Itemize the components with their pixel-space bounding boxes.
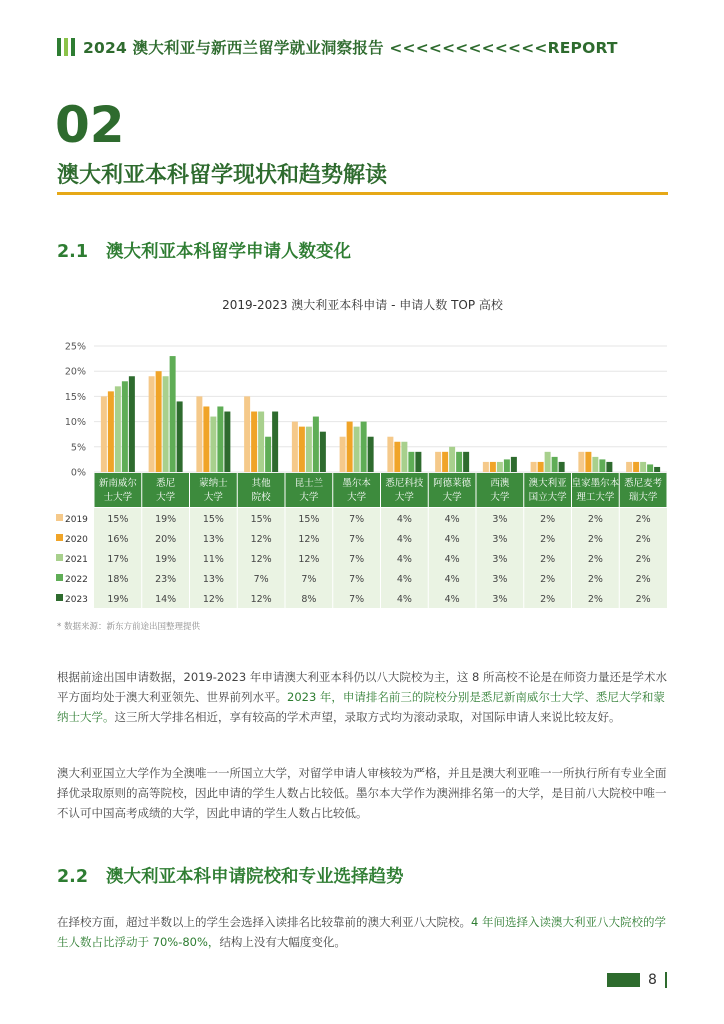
bar [203,406,209,472]
table-cell: 2% [587,514,603,525]
chart-title: 2019-2023 澳大利亚本科申请 - 申请人数 TOP 高校 [222,298,503,312]
table-cell: 4% [444,534,460,545]
legend-label: 2020 [65,535,88,545]
legend-label: 2021 [65,555,88,565]
bar [640,462,646,472]
category-label: 悉尼麦考 [624,478,663,489]
category-label: 大学 [490,492,510,503]
table-cell: 2% [635,554,651,565]
table-cell: 7% [301,574,317,585]
report-title: 2024 澳大利亚与新西兰留学就业洞察报告 <<<<<<<<<<<<REPORT [83,39,618,57]
table-cell: 16% [107,534,129,545]
bar [490,462,496,472]
subsection-heading-2-1 [57,238,351,263]
y-tick-label: 10% [64,417,86,429]
table-cell: 12% [250,594,272,605]
subsection-title: 澳大利亚本科留学申请人数变化 [106,242,352,262]
table-cell: 15% [298,514,320,525]
table-cell: 7% [253,574,269,585]
table-cell: 2% [635,514,651,525]
table-cell: 4% [396,594,412,605]
data-source-note: * 数据来源：新东方前途出国整理提供 [57,622,200,632]
legend-swatch [56,514,63,521]
bar [408,452,414,472]
table-cell: 14% [155,594,177,605]
table-cell: 2% [540,574,556,585]
subsection-number: 2.1 [57,242,89,262]
legend-swatch [56,554,63,561]
table-cell: 4% [444,554,460,565]
category-label: 大学 [442,492,462,503]
table-cell: 3% [492,574,508,585]
category-label: 大学 [347,492,367,503]
bar [320,432,326,472]
bar [559,462,565,472]
section-divider [57,192,668,195]
bar [585,452,591,472]
bar [272,412,278,472]
category-label: 墨尔本 [342,478,371,489]
paragraph-2: 澳大利亚国立大学作为全澳唯一一所国立大学，对留学申请人审核较为严格，并且是澳大利亚唯一一所执行所有专业全面择优录取原则的高等院校，因此申请的学生人数占比较低。墨尔本大学作为澳洲排名第一的大学，是目前八大院校中唯一不认可中国高考成绩的大学，因此申请的学生人数占比较低。 [57,766,667,820]
bar [129,376,135,472]
table-cell: 11% [202,554,224,565]
category-label: 其他 [251,478,271,489]
bar [163,376,169,472]
category-label: 蒙纳士 [199,478,228,489]
paragraph-text: 这三所大学排名相近，享有较高的学术声望，录取方式均为滚动录取，对国际申请人来说比较友好。 [114,710,621,724]
bar [258,412,264,472]
bar [361,422,367,472]
bar [578,452,584,472]
legend-swatch [56,574,63,581]
table-cell: 7% [349,574,365,585]
bar [401,442,407,472]
bar [122,381,128,472]
table-cell: 2% [635,534,651,545]
bar [633,462,639,472]
bar [313,417,319,472]
category-label: 西澳 [490,478,510,489]
table-cell: 2% [635,574,651,585]
footer-tick [665,972,667,988]
bar [251,412,257,472]
bar [265,437,271,472]
table-cell: 19% [107,594,129,605]
table-cell: 2% [540,594,556,605]
table-cell: 3% [492,594,508,605]
table-cell: 4% [444,574,460,585]
table-cell: 2% [587,534,603,545]
category-label: 阿德莱德 [433,478,472,489]
table-cell: 2% [587,574,603,585]
bar [196,396,202,472]
legend-label: 2019 [65,515,88,525]
bar [435,452,441,472]
bar [449,447,455,472]
paragraph-highlight: 2023 年，申请排名前三的院校分别是悉尼新南威尔士大学、悉尼大学和蒙纳士大学。 [57,690,665,724]
category-label: 院校 [251,492,271,503]
table-cell: 12% [250,534,272,545]
bar [626,462,632,472]
footer-bar [607,973,640,987]
table-cell: 12% [298,534,320,545]
table-cell: 12% [202,594,224,605]
bar [606,462,612,472]
category-label: 大学 [156,492,176,503]
y-tick-label: 15% [64,391,86,403]
bar [244,396,250,472]
table-cell: 13% [202,574,224,585]
bar [415,452,421,472]
category-label: 理工大学 [576,492,615,503]
table-cell: 2% [540,554,556,565]
bar [177,401,183,472]
category-label: 瑞大学 [628,492,658,503]
table-cell: 12% [298,554,320,565]
subsection-number: 2.2 [57,867,89,887]
legend-swatch [56,534,63,541]
bar [224,412,230,472]
bar [511,457,517,472]
y-tick-label: 20% [64,366,86,378]
bar [156,371,162,472]
category-label: 澳大利亚 [528,478,567,489]
subsection-title: 澳大利亚本科申请院校和专业选择趋势 [106,867,404,887]
bar [108,391,114,472]
bar [340,437,346,472]
bar [306,427,312,472]
bar [545,452,551,472]
bar [292,422,298,472]
table-cell: 15% [202,514,224,525]
bar [210,417,216,472]
table-cell: 4% [444,594,460,605]
category-label: 国立大学 [528,492,567,503]
category-label: 悉尼 [156,478,176,489]
table-cell: 15% [250,514,272,525]
bar [299,427,305,472]
bar [463,452,469,472]
table-cell: 2% [540,514,556,525]
table-cell: 4% [396,514,412,525]
report-header [57,37,618,57]
table-cell: 7% [349,514,365,525]
table-cell: 2% [635,594,651,605]
category-label: 大学 [394,492,414,503]
table-cell: 19% [155,514,177,525]
bar [599,459,605,472]
paragraph-text: 根据前途出国申请数据，2019-2023 年申请澳大利亚本科仍以八大院校为主，这 8 所高校不论是在师资力量还是学术水平方面均处于澳大利亚领先、世界前列水平。 [57,670,667,704]
table-cell: 19% [155,554,177,565]
table-cell: 17% [107,554,129,565]
y-tick-label: 0% [70,467,86,479]
table-cell: 15% [107,514,129,525]
table-cell: 7% [349,554,365,565]
bar [217,406,223,472]
subsection-heading-2-2 [57,863,404,888]
paragraph-text: 在择校方面，超过半数以上的学生会选择入读排名比较靠前的澳大利亚八大院校。 [57,915,471,929]
bar [115,386,121,472]
table-cell: 18% [107,574,129,585]
table-cell: 12% [250,554,272,565]
table-cell: 4% [444,514,460,525]
bar-chart [50,330,670,610]
paragraph-3 [57,912,669,952]
table-cell: 3% [492,514,508,525]
paragraph-1 [57,667,669,727]
table-cell: 2% [587,594,603,605]
category-label: 悉尼科技 [385,478,424,489]
paragraph-highlight: 4 年间选择入读澳大利亚八大院校的学生人数占比浮动于 70%-80%， [57,915,666,949]
bar [497,462,503,472]
table-cell: 4% [396,574,412,585]
section-number: 02 [55,96,125,154]
y-tick-label: 25% [64,341,86,353]
page-footer [607,972,667,988]
bar [592,457,598,472]
page-number: 8 [648,972,657,988]
table-cell: 3% [492,554,508,565]
y-tick-label: 5% [70,442,86,454]
table-cell: 8% [301,594,317,605]
bar [456,452,462,472]
table-cell: 2% [587,554,603,565]
table-cell: 4% [396,554,412,565]
bar [647,464,653,472]
table-cell: 2% [540,534,556,545]
bar [531,462,537,472]
category-label: 大学 [299,492,319,503]
paragraph-text: 结构上没有大幅度变化。 [219,935,346,949]
bar [149,376,155,472]
legend-swatch [56,594,63,601]
section-title: 澳大利亚本科留学现状和趋势解读 [57,163,388,188]
table-cell: 13% [202,534,224,545]
table-cell: 7% [349,534,365,545]
category-label: 皇家墨尔本 [571,478,620,489]
table-cell: 4% [396,534,412,545]
bar [483,462,489,472]
bar [394,442,400,472]
category-label: 昆士兰 [294,478,324,489]
bar [387,437,393,472]
legend-label: 2023 [65,595,88,605]
bar [101,396,107,472]
bar [504,459,510,472]
bar [442,452,448,472]
category-label: 大学 [203,492,223,503]
bar [368,437,374,472]
table-cell: 20% [155,534,177,545]
header-bars-icon [57,38,75,56]
category-label: 新南威尔 [98,478,137,489]
category-label: 士大学 [103,492,133,503]
table-cell: 3% [492,534,508,545]
bar [654,467,660,472]
bar [538,462,544,472]
table-cell: 7% [349,594,365,605]
bar [347,422,353,472]
legend-label: 2022 [65,575,88,585]
bar [170,356,176,472]
bar [552,457,558,472]
bar [354,427,360,472]
table-cell: 23% [155,574,177,585]
